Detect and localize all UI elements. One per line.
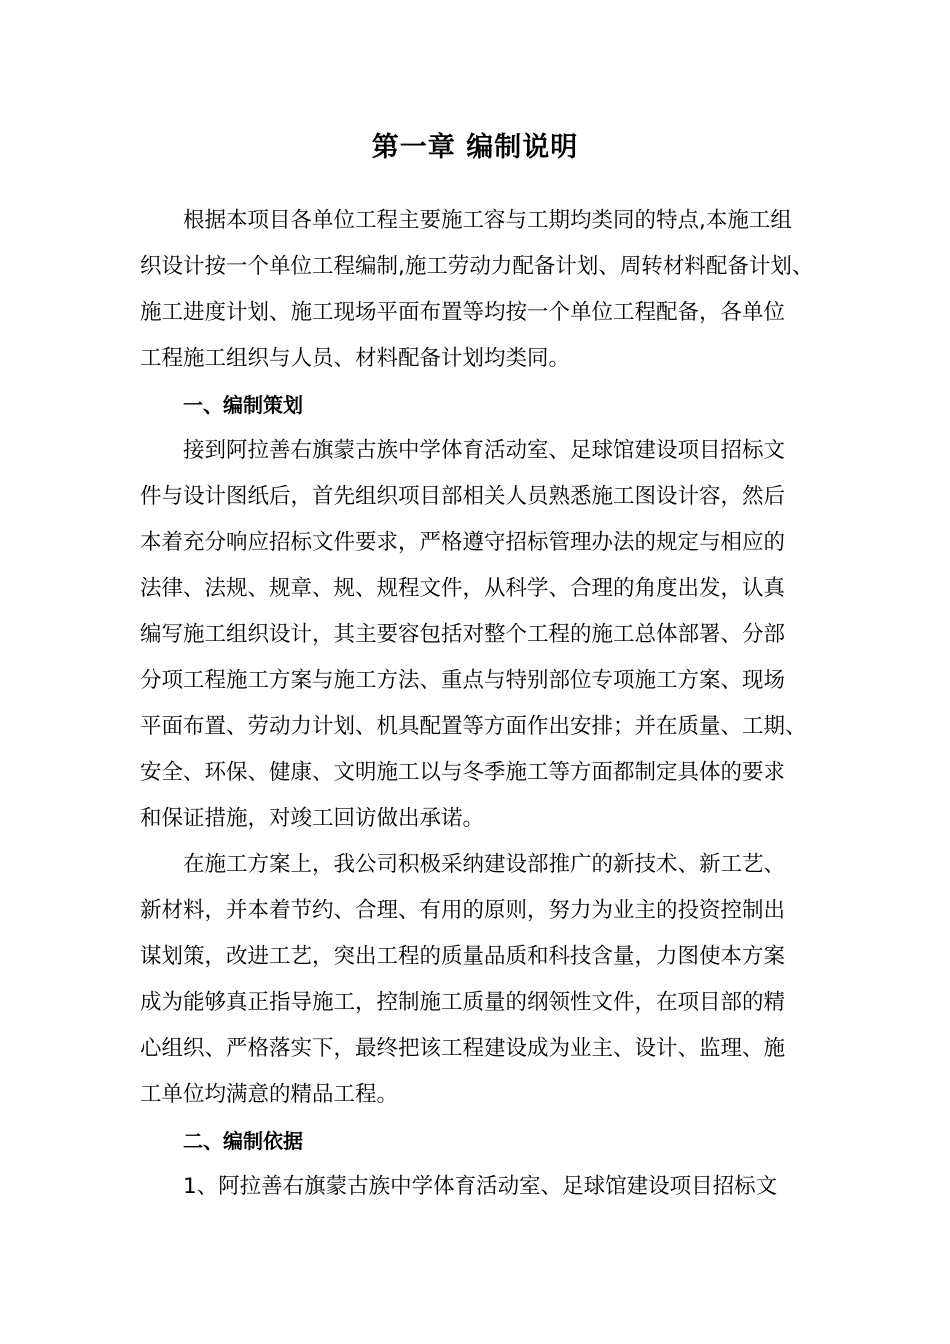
paragraph-line: 织设计按一个单位工程编制,施工劳动力配备计划、周转材料配备计划、 (140, 254, 814, 279)
paragraph-line: 本着充分响应招标文件要求，严格遵守招标管理办法的规定与相应的 (140, 530, 786, 555)
paragraph-line: 和保证措施，对竣工回访做出承诺。 (140, 806, 485, 831)
paragraph-line: 在施工方案上，我公司积极采纳建设部推广的新技术、新工艺、 (183, 852, 786, 877)
list-item-line: 1、阿拉善右旗蒙古族中学体育活动室、足球馆建设项目招标文 (183, 1174, 778, 1199)
paragraph-line: 成为能够真正指导施工，控制施工质量的纲领性文件，在项目部的精 (140, 990, 786, 1015)
paragraph-line: 分项工程施工方案与施工方法、重点与特别部位专项施工方案、现场 (140, 668, 786, 693)
paragraph-line: 接到阿拉善右旗蒙古族中学体育活动室、足球馆建设项目招标文 (183, 438, 786, 463)
page-title: 第一章 编制说明 (371, 132, 579, 163)
paragraph-line: 编写施工组织设计，其主要容包括对整个工程的施工总体部署、分部 (140, 622, 786, 647)
paragraph-line: 施工进度计划、施工现场平面布置等均按一个单位工程配备，各单位 (140, 300, 786, 325)
document-body (140, 198, 830, 1210)
paragraph-line: 根据本项目各单位工程主要施工容与工期均类同的特点,本施工组 (183, 208, 792, 233)
paragraph-line: 新材料，并本着节约、合理、有用的原则，努力为业主的投资控制出 (140, 898, 786, 923)
paragraph-line: 法律、法规、规章、规、规程文件，从科学、合理的角度出发，认真 (140, 576, 786, 601)
paragraph-line: 工单位均满意的精品工程。 (140, 1082, 399, 1107)
paragraph-line: 谋划策，改进工艺，突出工程的质量品质和科技含量，力图使本方案 (140, 944, 786, 969)
paragraph-line: 件与设计图纸后，首先组织项目部相关人员熟悉施工图设计容，然后 (140, 484, 786, 509)
paragraph-line: 安全、环保、健康、文明施工以与冬季施工等方面都制定具体的要求 (140, 760, 786, 785)
paragraph-line: 平面布置、劳动力计划、机具配置等方面作出安排；并在质量、工期、 (140, 714, 807, 739)
paragraph-line: 工程施工组织与人员、材料配备计划均类同。 (140, 346, 571, 371)
section-heading-compile-planning: 一、编制策划 (183, 393, 303, 417)
paragraph-line: 心组织、严格落实下，最终把该工程建设成为业主、设计、监理、施 (140, 1036, 786, 1061)
section-heading-compile-basis: 二、编制依据 (183, 1129, 303, 1153)
